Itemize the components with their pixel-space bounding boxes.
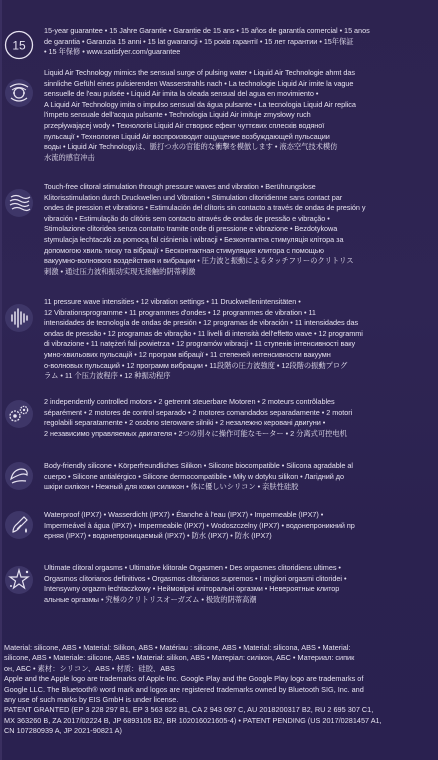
legal-text-block: Material: silicone, ABS • Material: Silikon, ABS • Matériau : silicone, ABS • Material: silicona, ABS • Material: silicone, ABS • Materiale: silicone, ABS • Materiał: silikon, ABS • Матеріал: силікон, АБС • Материал: сипик он, АБС • 素材：シリコン、ABS • 材质：硅胶、ABS Apple and the Apple logo are trademarks of Apple Inc. Google Play and the Google Play logo are trademarks of Google LLC. The Bluetooth® word mark and logos are registered trademarks owned by Bluetooth SIG, Inc. and any use of such marks by EIS GmbH is under license. PATENT GRANTED (EP 3 228 297 B1, EP 3 563 822 B1, CA 2 943 097 C, AU 2018200317 B2, RU 2 695 307 C1, MX 363260 B, ZA 2017/02224 B, JP 6893105 B2, BR 102016021605-4) • PATENT PENDING (US 2017/0281457 A1, CN 107280939 A, JP 2021-90821 A)	[4, 643, 382, 736]
dual-motors-icon	[4, 399, 34, 429]
feature-text: Liquid Air Technology mimics the sensual surge of pulsing water • Liquid Air Technologie ahmt das sinnliche Gefühl eines pulsierenden Wasserstrahls nach • La technologie Liquid Air imite la vague sensuelle de l'eau pulsée • Liquid Air imita la oleada sensual del agua en movimiento • A Liquid Air Technology imita o impulso sensual da água pulsante • La tecnologia Liquid Air replica l'impeto sensuale dell'acqua pulsante • Technologia Liquid Air imituje zmysłowy ruch przepływającej wody • Технологія Liquid Air створює ефект чуттєвих сплесків водяної пульсації • Технология Liquid Air воспроизводит ощущение возбуждающей пульсации воды • Liquid Air Technologyは、脈打つ水の官能的な衝撃を模倣します • 液态空气技术模仿 水流的感官冲击	[44, 68, 356, 162]
guarantee-15-icon	[4, 30, 34, 60]
waterproof-icon	[4, 510, 34, 540]
feature-text: 15-year guarantee • 15 Jahre Garantie • Garantie de 15 ans • 15 años de garantía comercial • 15 anos de garantia • Garanzia 15 anni • 15 lat gwarancji • 15 років гарантії • 15 лет гарантии • 15年保証 • 15 年保修 • www.satisfyer.com/guarantee	[44, 26, 370, 57]
feature-text: Waterproof (IPX7) • Wasserdicht (IPX7) • Étanche à l'eau (IPX7) • Impermeable (IPX7) • Impermeável à água (IPX7) • Impermeabile (IPX7) • Wodoszczelny (IPX7) • водонепроникний пр ерняя (IPX7) • водонепроницаемый (IPX7) • 防水 (IPX7) • 防水 (IPX7)	[44, 510, 355, 541]
silicone-icon	[4, 461, 34, 491]
intensity-waves-icon	[4, 303, 34, 333]
feature-text: 2 independently controlled motors • 2 getrennt steuerbare Motoren • 2 moteurs contrôlables séparément • 2 motores de control separado • 2 motores comandados separadamente • 2 motori regolabili separatamente • 2 osobno sterowane silniki • 2 незалежно керовані двигуни • 2 независимо управляемых двигателя • 2つの別々に操作可能なモーター • 2 分离式可控电机	[44, 397, 353, 438]
feature-text: Touch-free clitoral stimulation through pressure waves and vibration • Berührungslose Klitorisstimulation durch Druckwellen und Vibration • Stimulation clitoridienne sans contact par ondes de pression et vibrations • Estimulación del clítoris sin contacto a través de ondas de presión y vibración • Estimulação do clitóris sem contacto através de ondas de pressão e vibração • Stimolazione clitoridea senza contatto tramite onde di pressione e vibrazione • Bezdotykowa stymulacja łechtaczki za pomocą fal ciśnienia i wibracji • Безконтактна стимуляція клітора за допомогою хвиль тиску та вібрації • Бесконтактная стимуляция клитора с помощью вакуумно-волнового воздействия и вибрации • 圧力波と振動によるタッチフリーのクリトリス 刺激 • 通过压力波和振动实现无接触的阴蒂刺激	[44, 182, 366, 276]
svg-text:15: 15	[12, 38, 26, 53]
orgasm-stars-icon	[4, 565, 34, 595]
left-edge-strip	[0, 0, 2, 760]
feature-text: Body-friendly silicone • Körperfreundliches Silikon • Silicone biocompatible • Silicona agradable al cuerpo • Silicone antialérgico • Silicone dermocompatibile • Miły w dotyku silikon • Лагідний до шкіри силікон • Нежный для кожи силикон • 体に優しいシリコン • 亲肤性硅胶	[44, 461, 353, 492]
feature-text: Ultimate clitoral orgasms • Ultimative klitorale Orgasmen • Des orgasmes clitoridiens ultimes • Orgasmos clitorianos definitivos • Orgasmos clitorianos supremos • I migliori orgasmi clitoridei • Intensywny orgazm łechtaczkowy • Неймовірні кліторальні оргазми • Невероятные клитор альные оргазмы • 究極のクリトリスオーガズム • 极致的阴蒂高潮	[44, 563, 347, 604]
touch-free-icon	[4, 188, 34, 218]
liquid-air-icon	[4, 78, 34, 108]
feature-text: 11 pressure wave intensities • 12 vibration settings • 11 Druckwellenintensitäten • 12 Vibrationsprogramme • 11 programmes d'ondes • 12 programmes de vibration • 11 intensidades de tecnología de ondas de presión • 12 programas de vibración • 11 intensidades das ondas de pressão • 12 programas de vibração • 11 livelli di intensità dell'effetto wave • 12 programmi di vibrazione • 11 natężeń fali powietrza • 12 programów wibracji • 11 ступенів інтенсивності ваку умно-хвильових пульсацій • 12 програм вібрації • 11 степеней интенсивности вакуумн о-волновых пульсаций • 12 программ вибрации • 11段階の圧力波強度 • 12段階の振動プログ ラム • 11 个压力波程序 • 12 种振动程序	[44, 297, 363, 381]
